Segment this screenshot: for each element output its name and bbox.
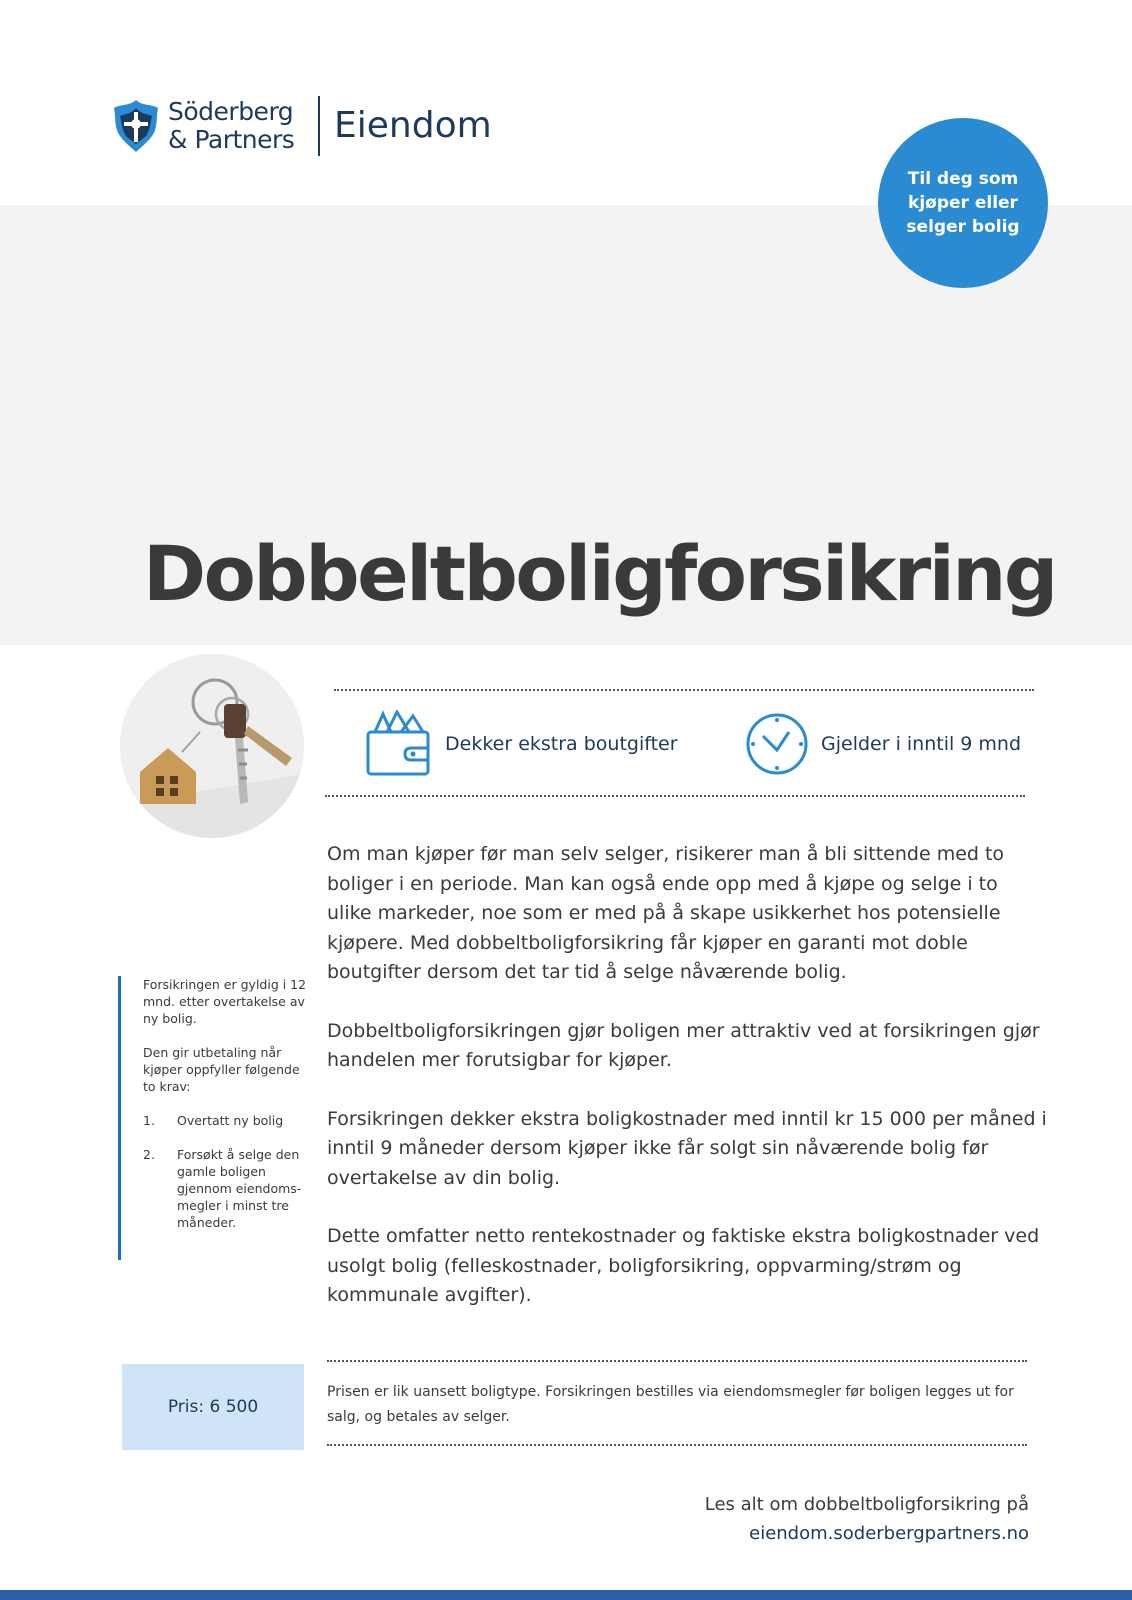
price-label: Pris: 6 500 xyxy=(167,1397,259,1417)
wallet-icon xyxy=(365,710,433,778)
price-box xyxy=(122,1364,304,1450)
requirements-list xyxy=(143,1112,308,1231)
price-note: Prisen er lik uansett boligtype. Forsikringen bestilles via eiendomsmegler før boligen legges ut for salg, og betales av selger. xyxy=(327,1384,1014,1425)
list-item-text: Forsøkt å selge den gamle boligen gjennom eiendoms-megler i minst tre måneder. xyxy=(177,1147,302,1230)
footer-line: Les alt om dobbeltboligforsikring på xyxy=(704,1494,1029,1515)
feature-expenses-label: Dekker ekstra boutgifter xyxy=(445,733,678,755)
logo-divider xyxy=(318,96,320,156)
clock-icon xyxy=(745,712,809,776)
feature-duration-label: Gjelder i inntil 9 mnd xyxy=(821,733,1022,755)
list-item xyxy=(143,1112,308,1129)
logo-subbrand: Eiendom xyxy=(334,105,492,146)
list-item-number: 2. xyxy=(143,1147,155,1162)
list-item xyxy=(143,1146,308,1231)
feature-duration xyxy=(745,712,1021,776)
feature-expenses xyxy=(365,710,678,778)
divider-bottom xyxy=(325,795,1025,797)
body-paragraph: Dobbeltboligforsikringen gjør boligen mer attraktiv ved at forsikringen gjør handelen mer forutsigbar for kjøper. xyxy=(327,1019,1040,1071)
logo-mark-icon xyxy=(112,98,160,154)
body-paragraph: Om man kjøper før man selv selger, risikerer man å bli sittende med to boliger i en periode. Man kan også ende opp med å kjøpe og selge i to ulike markeder, noe som er med på å skape usikkerhet hos potensielle kjøpere. Med dobbeltboligforsikring får kjøper en garanti mot doble boutgifter dersom det tar tid å selge nåværende bolig. xyxy=(327,843,1005,983)
page-title: Dobbeltboligforsikring xyxy=(143,529,1056,618)
body-text xyxy=(327,840,1047,1340)
audience-badge xyxy=(878,118,1048,288)
divider-top xyxy=(334,689,1034,691)
body-paragraph: Forsikringen dekker ekstra boligkostnader med inntil kr 15 000 per måned i inntil 9 måneder dersom kjøper ikke får solgt sin nåværende bolig før overtakelse av din bolig. xyxy=(327,1107,1047,1189)
keys-photo xyxy=(120,654,304,838)
sidebar-lead: Den gir utbetaling når kjøper oppfyller følgende to krav: xyxy=(143,1045,300,1094)
sidebar-intro: Forsikringen er gyldig i 12 mnd. etter overtakelse av ny bolig. xyxy=(143,977,307,1026)
badge-text: Til deg som kjøper eller selger bolig xyxy=(906,169,1020,237)
list-item-number: 1. xyxy=(143,1113,155,1128)
footer-note xyxy=(705,1490,1029,1548)
divider-price-top xyxy=(327,1360,1027,1362)
divider-price-bottom xyxy=(327,1444,1027,1446)
list-item-text: Overtatt ny bolig xyxy=(177,1113,284,1128)
conditions-sidebar xyxy=(118,976,308,1260)
body-paragraph: Dette omfatter netto rentekostnader og faktiske ekstra boligkostnader ved usolgt bolig (felleskostnader, boligforsikring, oppvarming/strøm og kommunale avgifter). xyxy=(327,1225,1040,1306)
keys-photo-icon xyxy=(120,654,304,838)
bottom-bar xyxy=(0,1590,1132,1600)
footer-url-link[interactable]: eiendom.soderbergpartners.no xyxy=(749,1523,1029,1544)
logo-name: Söderberg & Partners xyxy=(168,97,295,154)
